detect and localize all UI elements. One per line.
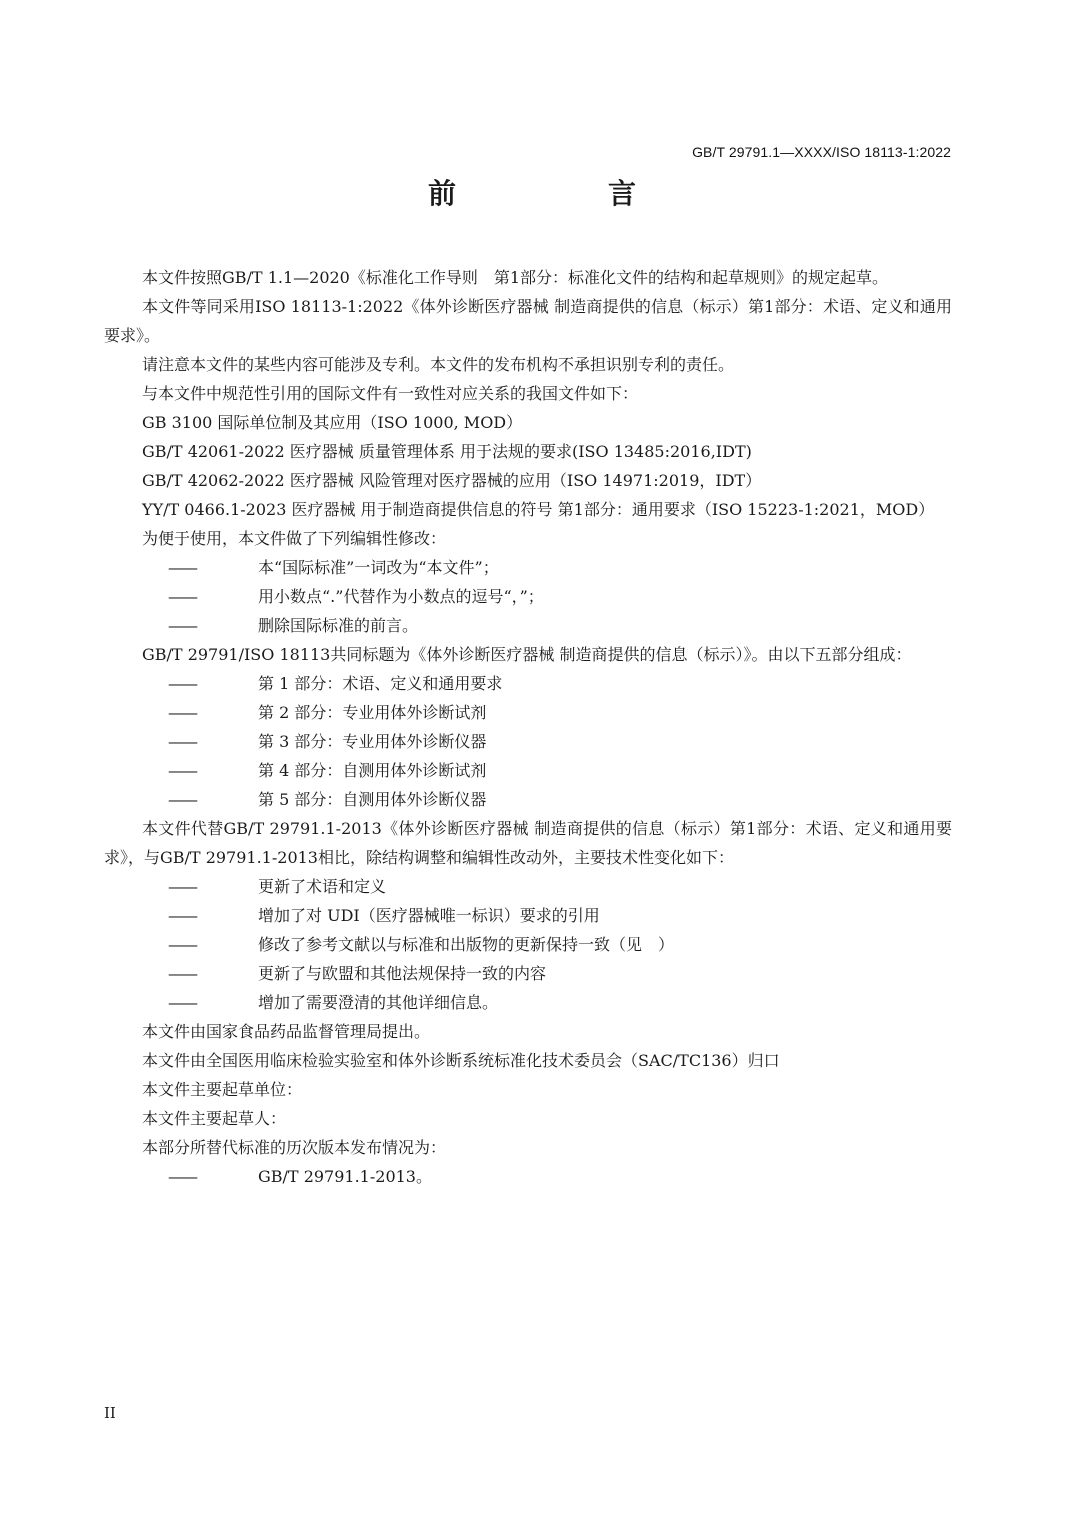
document-body xyxy=(104,263,952,1191)
page-number: II xyxy=(104,1404,116,1422)
list-item-text: 增加了对 UDI（医疗器械唯一标识）要求的引用 xyxy=(258,906,600,925)
paragraph: 请注意本文件的某些内容可能涉及专利。本文件的发布机构不承担识别专利的责任。 xyxy=(142,355,735,374)
list-item xyxy=(104,959,952,988)
list-dash: —— xyxy=(168,616,196,635)
list-item-text: 第 5 部分：自测用体外诊断仪器 xyxy=(258,790,487,809)
paragraph: 本文件由国家食品药品监督管理局提出。 xyxy=(142,1022,431,1041)
paragraph: GB/T 29791/ISO 18113共同标题为《体外诊断医疗器械 制造商提供的信息（标示）》。由以下五部分组成： xyxy=(142,645,912,664)
list-dash: —— xyxy=(168,877,196,896)
list-item-text: 第 2 部分：专业用体外诊断试剂 xyxy=(258,703,487,722)
list-dash: —— xyxy=(168,906,196,925)
list-dash: —— xyxy=(168,587,196,606)
paragraph: 为便于使用，本文件做了下列编辑性修改： xyxy=(142,529,447,548)
list-dash: —— xyxy=(168,558,196,577)
list-item xyxy=(104,727,952,756)
list-dash: —— xyxy=(168,1167,196,1186)
list-item xyxy=(104,872,952,901)
list-item xyxy=(104,756,952,785)
list-item-text: 第 4 部分：自测用体外诊断试剂 xyxy=(258,761,487,780)
reference-item: GB/T 42061-2022 医疗器械 质量管理体系 用于法规的要求(ISO 13485:2016,IDT) xyxy=(142,442,752,461)
list-item xyxy=(104,1162,952,1191)
list-item-text: 用小数点“.”代替作为小数点的逗号“，”； xyxy=(258,587,544,606)
list-dash: —— xyxy=(168,964,196,983)
list-item-text: 更新了术语和定义 xyxy=(258,877,387,896)
list-dash: —— xyxy=(168,790,196,809)
paragraph: 本文件代替GB/T 29791.1-2013《体外诊断医疗器械 制造商提供的信息（标示）第1部分：术语、定义和通用要求》，与GB/T 29791.1-2013相比，除结构调整和编辑性改动外，主要技术性变化如下： xyxy=(104,819,952,867)
list-item xyxy=(104,698,952,727)
list-item-text: 删除国际标准的前言。 xyxy=(258,616,419,635)
list-item-text: 本“国际标准”一词改为“本文件”； xyxy=(258,558,499,577)
list-item xyxy=(104,669,952,698)
list-item-text: 第 3 部分：专业用体外诊断仪器 xyxy=(258,732,487,751)
paragraph: 本文件主要起草人： xyxy=(142,1109,287,1128)
reference-item: GB/T 42062-2022 医疗器械 风险管理对医疗器械的应用（ISO 14971:2019，IDT） xyxy=(142,471,762,490)
paragraph: 本文件按照GB/T 1.1—2020《标准化工作导则 第1部分：标准化文件的结构和起草规则》的规定起草。 xyxy=(142,268,889,287)
list-item xyxy=(104,785,952,814)
page-title: 前 言 xyxy=(427,177,698,210)
list-item-text: 增加了需要澄清的其他详细信息。 xyxy=(258,993,499,1012)
paragraph: 与本文件中规范性引用的国际文件有一致性对应关系的我国文件如下： xyxy=(142,384,639,403)
paragraph: 本文件由全国医用临床检验实验室和体外诊断系统标准化技术委员会（SAC/TC136）归口 xyxy=(142,1051,780,1070)
list-item xyxy=(104,988,952,1017)
list-item-text: 第 1 部分：术语、定义和通用要求 xyxy=(258,674,503,693)
list-item-text: 修改了参考文献以与标准和出版物的更新保持一致（见 ） xyxy=(258,935,675,954)
paragraph: 本部分所替代标准的历次版本发布情况为： xyxy=(142,1138,447,1157)
list-item xyxy=(104,553,952,582)
list-item xyxy=(104,930,952,959)
list-dash: —— xyxy=(168,935,196,954)
list-dash: —— xyxy=(168,993,196,1012)
list-item xyxy=(104,611,952,640)
list-item xyxy=(104,582,952,611)
list-dash: —— xyxy=(168,761,196,780)
paragraph: 本文件等同采用ISO 18113-1:2022《体外诊断医疗器械 制造商提供的信息（标示）第1部分：术语、定义和通用要求》。 xyxy=(104,297,952,345)
reference-item: YY/T 0466.1-2023 医疗器械 用于制造商提供信息的符号 第1部分：通用要求（ISO 15223-1:2021，MOD） xyxy=(142,500,935,519)
list-dash: —— xyxy=(168,703,196,722)
paragraph: 本文件主要起草单位： xyxy=(142,1080,303,1099)
list-item xyxy=(104,901,952,930)
reference-item: GB 3100 国际单位制及其应用（ISO 1000, MOD） xyxy=(142,413,523,432)
list-dash: —— xyxy=(168,674,196,693)
document-code: GB/T 29791.1—XXXX/ISO 18113-1:2022 xyxy=(692,144,951,160)
list-dash: —— xyxy=(168,732,196,751)
list-item-text: 更新了与欧盟和其他法规保持一致的内容 xyxy=(258,964,547,983)
list-item-text: GB/T 29791.1-2013。 xyxy=(258,1167,432,1186)
